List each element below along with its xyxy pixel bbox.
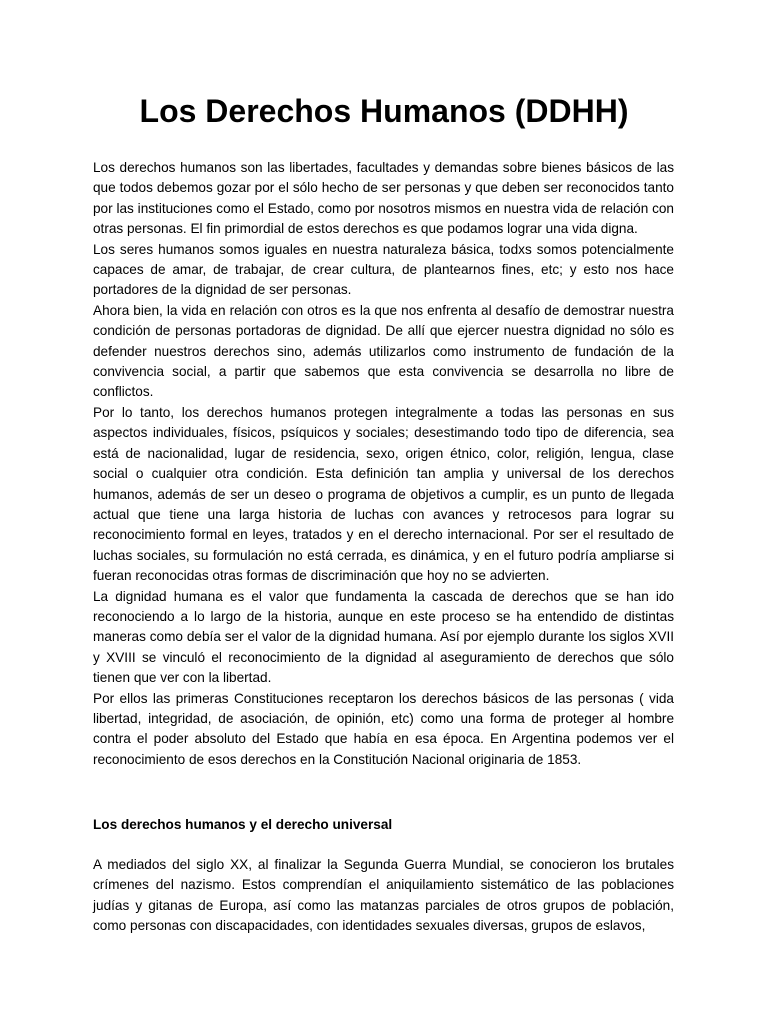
paragraph: Los derechos humanos son las libertades, facultades y demandas sobre bienes básicos de las que todos debemos gozar por el sólo hecho de ser personas y que deben ser reconocidos tanto por las instituciones como el Estado, como por nosotros mismos en nuestra vida de relación con otras personas. El fin primordial de estos derechos es que podamos lograr una vida digna. xyxy=(93,160,674,237)
paragraph: Ahora bien, la vida en relación con otros es la que nos enfrenta al desafío de demostrar nuestra condición de personas portadoras de dignidad. De allí que ejercer nuestra dignidad no sólo es defender nuestros derechos sino, además utilizarlos como instrumento de fundación de la convivencia social, a partir que sabemos que esta convivencia se desarrolla no libre de conflictos. xyxy=(93,302,674,400)
document-body xyxy=(93,158,674,770)
paragraph: Por lo tanto, los derechos humanos protegen integralmente a todas las personas en sus aspectos individuales, físicos, psíquicos y sociales; desestimando todo tipo de diferencia, sea está de nacionalidad, lugar de residencia, sexo, origen étnico, color, religión, lengua, clase social o cualquier otra condición. Esta definición tan amplia y universal de los derechos humanos, además de ser un deseo o programa de objetivos a cumplir, es un punto de llegada actual que tiene una larga historia de luchas con avances y retrocesos para lograr su reconocimiento formal en leyes, tratados y en el derecho internacional. Por ser el resultado de luchas sociales, su formulación no está cerrada, es dinámica, y en el futuro podría ampliarse si fueran reconocidas otras formas de discriminación que hoy no se advierten. xyxy=(93,404,674,584)
section-heading: Los derechos humanos y el derecho universal xyxy=(93,817,393,832)
section-body xyxy=(93,855,674,937)
paragraph: Los seres humanos somos iguales en nuestra naturaleza básica, todxs somos potencialmente capaces de amar, de trabajar, de crear cultura, de plantearnos fines, etc; y esto nos hace portadores de la dignidad de ser personas. xyxy=(93,241,674,298)
paragraph: Por ellos las primeras Constituciones receptaron los derechos básicos de las personas ( vida libertad, integridad, de asociación, de opinión, etc) como una forma de proteger al hombre contra el poder absoluto del Estado que había en esa época. En Argentina podemos ver el reconocimiento de esos derechos en la Constitución Nacional originaria de 1853. xyxy=(93,690,674,767)
paragraph: La dignidad humana es el valor que fundamenta la cascada de derechos que se han ido reconociendo a lo largo de la historia, aunque en este proceso se ha entendido de distintas maneras como debía ser el valor de la dignidad humana. Así por ejemplo durante los siglos XVII y XVIII se vinculó el reconocimiento de la dignidad al aseguramiento de derechos que sólo tienen que ver con la libertad. xyxy=(93,588,674,686)
paragraph: A mediados del siglo XX, al finalizar la Segunda Guerra Mundial, se conocieron los brutales crímenes del nazismo. Estos comprendían el aniquilamiento sistemático de las poblaciones judías y gitanas de Europa, así como las matanzas parciales de otros grupos de población, como personas con discapacidades, con identidades sexuales diversas, grupos de eslavos, xyxy=(93,857,674,934)
document-title: Los Derechos Humanos (DDHH) xyxy=(139,93,629,129)
